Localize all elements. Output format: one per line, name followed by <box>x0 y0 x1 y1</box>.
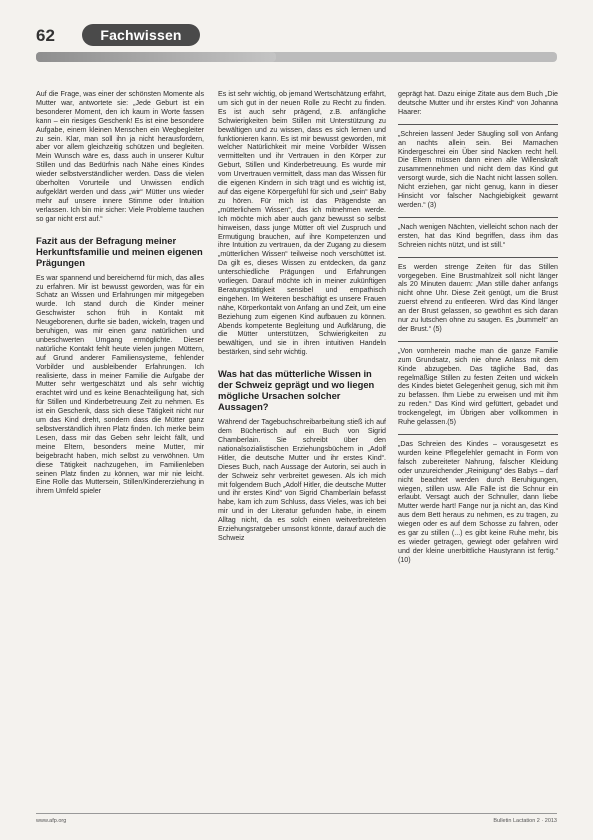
paragraph: Es war spannend und bereichernd für mich, das alles zu erfahren. Mir ist bewusst geworden, was für ein Schatz an Wissen und Erfahrungen mir mitgegeben wurde. Ich stand durch die Kinder meiner Geschwister schon früh in Kontakt mit Neugeborenen, durfte sie baden, wickeln, tragen und beruhigen, was mir einen ganz natürlichen und unbeschwerten Umgang ermöglichte. Dieser natürliche Kontakt fehlt heute vielen jungen Müttern, auf Grund anderer Familiensysteme, fehlender Vorbilder und ausbleibender Erfahrungen. Ich realisierte, dass in meiner Familie die Aufgabe der Mutter sehr wertgeschätzt und als sehr wichtig erachtet wird und es keine Benachteiligung hat, sich für Stillen und Kinderbetreuung Zeit zu nehmen. Es ist ein Geschenk, dass sich diese Tätigkeit nicht nur um das Kind dreht, sondern dass die Mütter ganz selbstverständlich ihren Platz finden. Ich merke beim Lesen, dass mir das Geben sehr leicht fällt, und meine Eltern, besonders meine Mutter, mir beigebracht haben, mich selbst zu verwöhnen. Um diese Tätigkeit nachzugehen, im Familienleben seinen Platz finden zu können, war mir nie leicht. Eine Rolle das Muttersein, Stillen/Kindererziehung in ihrem Umfeld spieler <box>36 273 204 496</box>
quote: Es werden strenge Zeiten für das Stillen vorgegeben. Eine Brustmahlzeit soll nicht länger als 20 Minuten dauern: „Man stille daher anfangs nicht ohne Uhr. Diese Zeit genügt, um die Brust zuerst ehrend zu entleeren. Wird das Kind länger an der Brust gelassen, so gewöhnt es sich daran nur zu lutschen ohne zu saugen. Es „bummelt“ an der Brust.“ (5) <box>398 262 558 333</box>
quote: „Nach wenigen Nächten, vielleicht schon nach der ersten, hat das Kind begriffen, dass ihm das Schreien nichts nützt, und ist still.“ <box>398 222 558 249</box>
paragraph: geprägt hat. Dazu einige Zitate aus dem Buch „Die deutsche Mutter und ihr erstes Kind“ von Johanna Haarer: <box>398 90 558 116</box>
column-2 <box>218 90 386 546</box>
paragraph: Auf die Frage, was einer der schönsten Momente als Mutter war, antwortete sie: „Jede Geburt ist ein besonderer Moment, den ich kaum in Worte fassen kann – ein riesiges Geschenk! Es ist eine besondere Aufgabe, einem kleinen Menschen ein Wegbegleiter zu sein. Klar, man soll ihn ja nicht herausfordern, aber vor allem gleichzeitig schützen und begleiten. Mein Wunsch wäre es, dass auch in unserer Kultur Stillen und das Bedürfnis nach Nähe eines Kindes wieder selbstverständlicher werden. Dass die vielen überholten Vorurteile und Unwissen endlich aufgeklärt werden und dass „wir“ Mütter uns wieder mehr auf unsere innere Stimme oder Intuition verlassen. Ich bin mir sicher: Viele Probleme tauchen so gar nicht erst auf.“ <box>36 90 204 223</box>
footer-issue: Bulletin Lactation 2 · 2013 <box>493 818 557 824</box>
divider <box>398 217 558 218</box>
footer-website: www.afp.org <box>36 818 67 824</box>
page-number: 62 <box>36 26 55 45</box>
column-3 <box>398 90 558 568</box>
column-1 <box>36 90 204 499</box>
footer-divider <box>36 813 557 814</box>
divider <box>398 257 558 258</box>
quote: „Von vornherein mache man die ganze Familie zum Grundsatz, sich nie ohne Anlass mit dem Kinde abzugeben. Das tägliche Bad, das regelmäßige Stillen zu festen Zeiten und wickeln des Kindes bietet Gelegenheit genug, sich mit ihm zu befassen. Ihm Liebe zu erweisen und mit ihm zu reden.“ Das Kind wird gefüttert, gebadet und trockengelegt, im Übrigen aber vollkommen in Ruhe gelassen.(5) <box>398 346 558 427</box>
section-heading: Fazit aus der Befragung meiner Herkunftsfamilie und meinen eigenen Prägungen <box>36 234 203 268</box>
header-bar <box>36 52 557 62</box>
divider <box>398 434 558 435</box>
divider <box>398 124 558 125</box>
quote: „Das Schreien des Kindes – vorausgesetzt es wurden keine Pflegefehler gemacht in Form von falsch zubereiteter Nahrung, falscher Kleidung oder unzureichender „Reinigung“ des Babys – darf nicht beachtet werden durch Beruhigungen, wiegen, stillen usw. Alle Fälle ist die Schnur ein erlaubt. Versagt auch der Schnuller, dann liebe Mutter werde hart! Fange nur ja nicht an, das Kind aus dem Bett heraus zu nehmen, es zu tragen, zu wiegen oder es auf dem Schosse zu fahren, oder es gar zu stillen (...) es gibt keine Ruhe mehr, bis es wieder getragen, gewiegt oder gefahren wird und der kleine unerbittliche Haustyrann ist fertig.“ (10) <box>398 440 558 564</box>
divider <box>398 341 558 342</box>
section-heading: Was hat das mütterliche Wissen in der Schweiz geprägt und wo liegen mögliche Ursachen solcher Aussagen? <box>218 368 375 413</box>
quote: „Schreien lassen! Jeder Säugling soll von Anfang an nachts allein sein. Bei Mamachen Kindergeschrei ein Über sind Nacken recht hell. Die Eltern müssen dann einen alle Willenskraft zusammennehmen und nicht dem das Kind gut versorgt wurde, sich die Nacht nicht lassen sollen. Nicht erziehen, gar nicht genug, kann in dieser Hinsicht vor falscher Nachgiebigkeit gewarnt werden.“ (3) <box>398 129 558 209</box>
paragraph: Es ist sehr wichtig, ob jemand Wertschätzung erfährt, um sich gut in der neuen Rolle zu Recht zu finden. Es ist auch sehr prägend, z.B. anfängliche Schwierigkeiten beim Stillen mit Unterstützung zu bewältigen und zu wissen, dass es sich lernen und funktionieren kann. Es ist mir bewusst geworden, mit welcher Natürlichkeit mir meine Vorbilder Wissen vermittelten und ihr Vertrauen in den Körper zur Geburt, Stillen und Kinderbetreuung. Es wurde mir vom Urvertrauen vermittelt, dass man das Wissen für die eigenen Kindern in sich trägt und es wichtig ist, auf das eigene Körpergefühl für sich und „sein“ Baby zu hören. Für mich ist das Prägendste an „mütterlichem Wissen“, das ich mitnehmen werde. Ich möchte mich aber auch ganz bewusst so selbst hinweisen, dass junge Mütter oft viel Zuspruch und Ermutigung brauchen, auf ihre Kompetenzen und ihre Intuition zu vertrauen, da der Zugang zu diesem „mütterlichen Wissen“ teilweise noch verschüttet ist. Da gilt es, dieses Wissen zu entdecken, da ganz unterschiedliche Prägungen und Erfahrungen vorliegen. Darauf möchte ich in meiner zukünftigen Beratungstätigkeit sensibel und empathisch eingehen. Im Weiteren beschäftigt es unsere Frauen nähe, Körperkontakt von Anfang an und Zeit, um eine Beziehung zum eigenen Kind aufbauen zu können. Abends kompetente Begleitung und Aufklärung, die die Mütter unterstützen, Schwierigkeiten zu bewältigen, und sie in ihren intuitiven Handeln bestärken, sind sehr wichtig. <box>218 90 386 357</box>
paragraph: Während der Tagebuchschreibarbeitung stieß ich auf dem Büchertisch auf ein Buch von Sigrid Chamberlain. Sie schreibt über den nationalsozialistischen Erziehungsbüchern in „Adolf Hitler, die deutsche Mutter und ihr erstes Kind“. Dieses Buch, nach Aussage der Autorin, sei auch in der Schweiz sehr verbreitet gewesen. Als ich mich mit folgendem Buch „Adolf Hitler, die deutsche Mutter und ihr erstes Kind“ von Sigrid Chamberlain befasst habe, kam ich zum Schluss, dass Vieles, was ich bei mir und in der Literatur gefunden habe, in einem Alltag nicht, da es solch einen weitverbreiteten Erziehungsratgeber umsonst könnte, darauf auch die Schweiz <box>218 418 386 542</box>
footer <box>36 818 557 824</box>
section-label: Fachwissen <box>82 24 200 46</box>
